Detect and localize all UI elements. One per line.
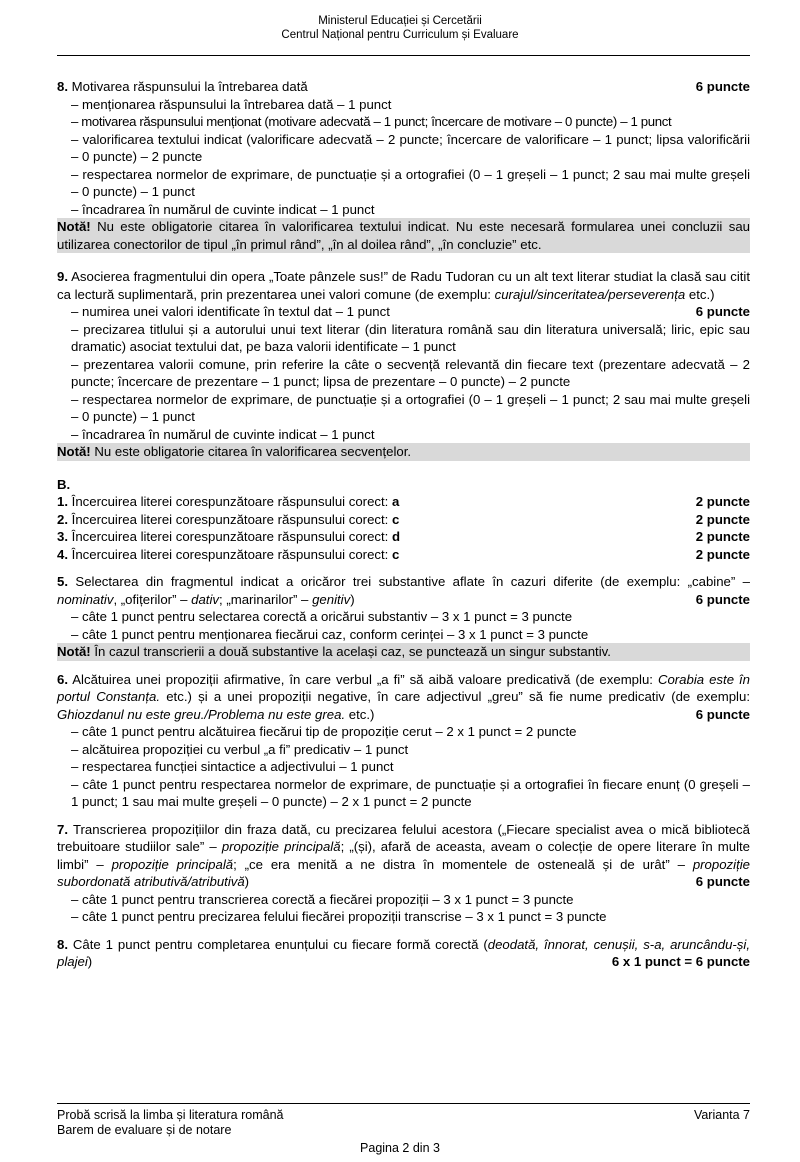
criterion: – respectarea normelor de exprimare, de punctuație și a ortografiei (0 – 1 greșeli – 1 punct; 2 sau mai multe greșeli – 0 puncte) – 1 punct <box>71 391 750 424</box>
page-footer <box>57 1108 750 1138</box>
item-8-a <box>57 78 750 253</box>
b-item-1: 1. Încercuirea literei corespunzătoare răspunsului corect: a 2 puncte <box>57 494 750 509</box>
criterion: – câte 1 punct pentru precizarea felului fiecărei propoziții transcrise – 3 x 1 punct = 3 puncte <box>71 909 607 924</box>
center-name: Centrul Național pentru Curriculum și Evaluare <box>281 29 519 41</box>
criterion: – motivarea răspunsului menționat (motivare adecvată – 1 punct; încercare de motivare – 0 puncte) – 1 punct <box>71 114 672 129</box>
criterion: – câte 1 punct pentru selectarea corectă a oricărui substantiv – 3 x 1 punct = 3 puncte <box>71 609 573 624</box>
criterion: – valorificarea textului indicat (valorificare adecvată – 2 puncte; încercare de valorificare – 1 punct; lipsa valorificării – 0 puncte) – 2 puncte <box>71 131 750 164</box>
note: Notă! Nu este obligatorie citarea în valorificarea secvențelor. <box>57 443 750 461</box>
b-item-4: 4. Încercuirea literei corespunzătoare răspunsului corect: c 2 puncte <box>57 546 750 562</box>
points: 6 puncte <box>695 591 750 607</box>
criterion: – alcătuirea propoziției cu verbul „a fi” predicativ – 1 punct <box>71 741 409 757</box>
criterion: – câte 1 punct pentru respectarea normelor de exprimare, de punctuație și a ortografiei în fiecare enunț (0 greșeli – 1 punct; 1 sau mai multe greșeli – 0 puncte) – 2 x 1 punct = 2 puncte <box>71 776 750 809</box>
criterion: – respectarea funcției sintactice a adjectivului – 1 punct <box>71 759 394 774</box>
criterion: – câte 1 punct pentru menționarea fiecărui caz, conform cerinței – 3 x 1 punct = 3 puncte <box>71 626 589 642</box>
points: 6 puncte <box>695 304 750 319</box>
criterion: – câte 1 punct pentru alcătuirea fiecărui tip de propoziție cerut – 2 x 1 punct = 2 puncte <box>71 724 577 739</box>
section-b <box>57 476 750 564</box>
footer-rule <box>57 1103 750 1104</box>
item-5-title: 5. Selectarea din fragmentul indicat a oricăror trei substantive aflate în cazuri diferite (de exemplu: „cabine” – nominativ, „ofițerilor” – dativ; „marinarilor” – genitiv) 6 puncte <box>57 574 750 607</box>
ministry-name: Ministerul Educației și Cercetării <box>318 15 482 27</box>
points: 6 x 1 punct = 6 puncte <box>611 954 750 969</box>
document-type: Barem de evaluare și de notare <box>57 1123 232 1137</box>
criterion: – menționarea răspunsului la întrebarea dată – 1 punct <box>71 96 392 112</box>
criterion: – respectarea normelor de exprimare, de punctuație și a ortografiei (0 – 1 greșeli – 1 punct; 2 sau mai multe greșeli – 0 puncte) – 1 punct <box>71 166 750 199</box>
item-5 <box>57 573 750 661</box>
variant: Varianta 7 <box>693 1108 750 1122</box>
criterion: – prezentarea valorii comune, prin referire la câte o secvență relevantă din fiecare text (prezentare adecvată – 2 puncte; încercare de prezentare – 1 punct; lipsa de prezentare – 0 puncte) – 2 puncte <box>71 356 750 389</box>
item-7-title: 7. Transcrierea propozițiilor din fraza dată, cu precizarea felului acestora („Fiecare specialist avea o mică bibliotecă trebuitoare studiilor sale” – propoziție principală; „(și), afară de aceasta, aveam o colecție de opere literare în multe limbi” – propoziție principală; „ce era menită a ne distra în momentele de osteneală și de urât” – propoziție subordonată atributivă/atributivă) 6 puncte <box>57 821 750 889</box>
item-6 <box>57 671 750 811</box>
b-item-2: 2. Încercuirea literei corespunzătoare răspunsului corect: c 2 puncte <box>57 511 750 527</box>
points: 6 puncte <box>695 79 750 94</box>
points: 6 puncte <box>695 874 750 889</box>
item-9 <box>57 268 750 461</box>
exam-name: Probă scrisă la limba și literatura română <box>57 1108 284 1122</box>
note: Notă! În cazul transcrierii a două substantive la același caz, se punctează un singur substantiv. <box>57 643 750 661</box>
b-item-3: 3. Încercuirea literei corespunzătoare răspunsului corect: d 2 puncte <box>57 529 750 544</box>
item-8b-title: 8. Câte 1 punct pentru completarea enunțului cu fiecare formă corectă (deodată, înnorat, cenușii, s-a, aruncându-și, plajei) 6 x 1 punct = 6 puncte <box>57 936 750 969</box>
criterion: – precizarea titlului și a autorului unui text literar (din literatura română sau din literatura universală; liric, epic sau dramatic) asociat textului dat, pe baza valorii identificate – 1 punct <box>71 321 750 354</box>
item-9-title: 9. Asocierea fragmentului din opera „Toate pânzele sus!” de Radu Tudoran cu un alt text literar studiat la clasă sau citit ca lectură suplimentară, prin prezentarea unei valori comune (de exemplu: curajul/sinceritatea/perseverența etc.) 6 puncte <box>57 269 751 319</box>
criterion: – încadrarea în numărul de cuvinte indicat – 1 punct <box>71 201 375 217</box>
item-8-title: 8. Motivarea răspunsului la întrebarea dată 6 puncte <box>57 79 750 94</box>
page-number: Pagina 2 din 3 <box>360 1141 440 1155</box>
document-body <box>57 78 750 971</box>
criterion: – încadrarea în numărul de cuvinte indicat – 1 punct <box>71 426 375 442</box>
header-rule <box>57 55 750 56</box>
item-8-b <box>57 936 750 971</box>
item-6-title: 6. Alcătuirea unei propoziții afirmative, în care verbul „a fi” să aibă valoare predicativă (de exemplu: Corabia este în portul Constanța. etc.) și a unei propoziții negative, în care adjectivul „greu” să fie nume predicativ (de exemplu: Ghiozdanul nu este greu./Problema nu este grea. etc.) 6 puncte <box>57 671 751 722</box>
note: Notă! Nu este obligatorie citarea în valorificarea textului indicat. Nu este necesară formularea unei concluzii sau utilizarea conectorilor de tipul „în primul rând”, „în al doilea rând”, „în concluzie” etc. <box>57 219 750 252</box>
points: 6 puncte <box>695 706 750 722</box>
section-b-label: B. <box>57 476 71 492</box>
criterion: – câte 1 punct pentru transcrierea corectă a fiecărei propoziții – 3 x 1 punct = 3 puncte <box>71 891 574 907</box>
criterion: – numirea unei valori identificate în textul dat – 1 punct <box>71 304 390 319</box>
item-7 <box>57 821 750 926</box>
page-header <box>0 14 800 42</box>
